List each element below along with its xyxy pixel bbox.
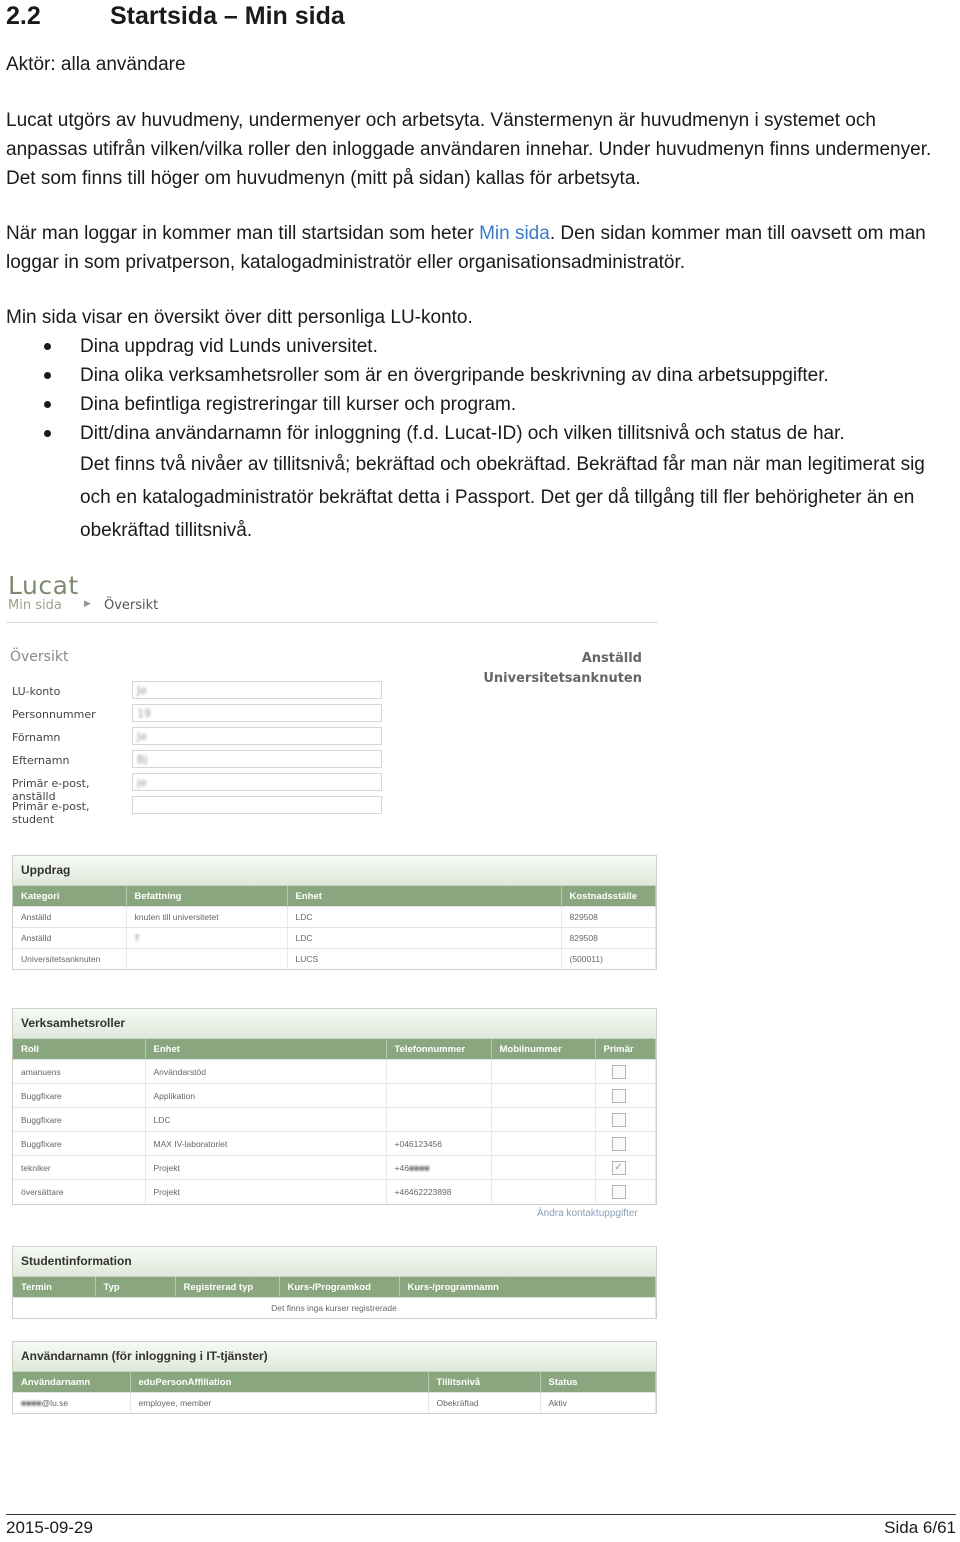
column-header: eduPersonAffiliation [130, 1372, 428, 1393]
student-table [13, 1277, 656, 1318]
bullet-dot [44, 401, 51, 408]
column-header: Tillitsnivå [428, 1372, 540, 1393]
bullet-list [6, 332, 956, 547]
min-sida-link[interactable]: Min sida [479, 223, 550, 244]
overview-section: Översikt Anställd Universitetsanknuten LU-konto Je Personnummer 19 Förnamn Je Efternamn Bj Primär e-post, anställd je Primär e-post, student [10, 649, 642, 826]
column-header: Kurs-/programnamn [399, 1277, 656, 1298]
column-header: Status [540, 1372, 656, 1393]
primary-checkbox[interactable] [612, 1185, 626, 1199]
actor-text: Aktör: alla användare [6, 54, 186, 75]
epost-student-field [132, 796, 382, 814]
verksamhetsroller-title: Verksamhetsroller [13, 1009, 656, 1039]
table-row: Buggfixare LDC [13, 1108, 656, 1132]
column-header: Primär [595, 1039, 656, 1060]
footer-page-number: Sida 6/61 [884, 1518, 956, 1537]
table-row: Anställd knuten till universitetet LDC 829508 [13, 907, 656, 928]
personnummer-field: 19 [132, 704, 382, 722]
table-row: ■■■■@lu.se employee, member Obekräftad Aktiv [13, 1393, 656, 1414]
footer-divider [6, 1514, 956, 1515]
section-title: Startsida – Min sida [110, 2, 345, 30]
lucat-logo: Lucat [8, 571, 79, 600]
anvandarnamn-table [13, 1372, 656, 1413]
andra-kontaktuppgifter-link[interactable]: Ändra kontaktuppgifter [537, 1208, 638, 1219]
epost-anstalld-field: je [132, 773, 382, 791]
column-header: Kategori [13, 886, 126, 907]
affiliation-status [483, 649, 642, 689]
anvandarnamn-title: Användarnamn (för inloggning i IT-tjänster) [13, 1342, 656, 1372]
login-text-before: När man loggar in kommer man till startsidan som heter [6, 223, 480, 244]
primary-checkbox-checked[interactable]: ✓ [612, 1161, 626, 1175]
page-footer [6, 1518, 956, 1542]
table-row: amanuens Användarstöd [13, 1060, 656, 1084]
table-row: översättare Projekt +46462223898 [13, 1180, 656, 1204]
column-header: Kostnadsställe [561, 886, 656, 907]
column-header: Registrerad typ [175, 1277, 279, 1298]
status-anstalld: Anställd [581, 651, 642, 666]
table-row: tekniker Projekt +46■■■■ ✓ [13, 1156, 656, 1180]
intro-paragraph: Lucat utgörs av huvudmeny, undermenyer och arbetsyta. Vänstermenyn är huvudmenyn i systemet och anpassas utifrån vilken/vilka roller den inloggade användaren innehar. Under huvudmenyn finns undermenyer. Det som finns till höger om huvudmenyn (mitt på sidan) kallas för arbetsyta. [6, 110, 932, 189]
section-heading [6, 2, 956, 32]
overview-title: Översikt [10, 649, 69, 665]
bullet-dot [44, 343, 51, 350]
primary-checkbox[interactable] [612, 1137, 626, 1151]
studentinformation-panel [12, 1246, 657, 1319]
lu-konto-field: Je [132, 681, 382, 699]
chevron-right-icon: ▶ [84, 599, 91, 609]
table-row: Buggfixare MAX IV-laboratoriet +046123456 [13, 1132, 656, 1156]
tillitsniva-explanation: Det finns två nivåer av tillitsnivå; bekräftad och obekräftad. Bekräftad får man när man legitimerat sig och en katalogadministratör bekräftat detta i Passport. Det ger då tillgång till fler behörigheter än en obekräftad tillitsnivå. [80, 454, 925, 541]
column-header: Användarnamn [13, 1372, 130, 1393]
anvandarnamn-panel [12, 1341, 657, 1414]
login-text-after: . Den sidan kommer man till oavsett om man loggar in som privatperson, katalogadministratör eller organisationsadministratör. [6, 223, 926, 273]
column-header: Mobilnummer [491, 1039, 595, 1060]
list-item: Dina befintliga registreringar till kurser och program. [6, 390, 956, 419]
breadcrumb-oversikt: Översikt [104, 598, 159, 613]
breadcrumb-min-sida[interactable]: Min sida [8, 598, 62, 613]
column-header: Enhet [145, 1039, 386, 1060]
column-header: Termin [13, 1277, 95, 1298]
column-header: Enhet [287, 886, 561, 907]
table-row: Anställd T LDC 829508 [13, 928, 656, 949]
bullet-dot [44, 372, 51, 379]
column-header: Telefonnummer [386, 1039, 491, 1060]
overview-intro: Min sida visar en översikt över ditt personliga LU-konto. [6, 307, 473, 328]
fornamn-field: Je [132, 727, 382, 745]
column-header: Kurs-/Programkod [279, 1277, 399, 1298]
column-header: Befattning [126, 886, 287, 907]
bullet-dot [44, 430, 51, 437]
breadcrumb [6, 598, 658, 623]
table-row [13, 1298, 656, 1319]
column-header: Roll [13, 1039, 145, 1060]
primary-checkbox[interactable] [612, 1113, 626, 1127]
list-item: Dina olika verksamhetsroller som är en övergripande beskrivning av dina arbetsuppgifter. [6, 361, 956, 390]
status-universitetsanknuten: Universitetsanknuten [483, 671, 642, 686]
table-row: Universitetsanknuten LUCS (500011) [13, 949, 656, 970]
primary-checkbox[interactable] [612, 1065, 626, 1079]
efternamn-field: Bj [132, 750, 382, 768]
uppdrag-panel [12, 855, 657, 970]
list-item: Ditt/dina användarnamn för inloggning (f.d. Lucat-ID) och vilken tillitsnivå och status de har. Det finns två nivåer av tillitsnivå; bekräftad och obekräftad. Bekräftad får man när man legitimerat sig och en katalogadministratör bekräftat detta i Passport. Det ger då tillgång till fler behörigheter än en obekräftad tillitsnivå. [6, 419, 956, 547]
empty-message: Det finns inga kurser registrerade [13, 1298, 656, 1319]
lucat-screenshot [6, 572, 658, 849]
section-number: 2.2 [6, 2, 41, 30]
uppdrag-title: Uppdrag [13, 856, 656, 886]
verksamhetsroller-panel [12, 1008, 657, 1205]
primary-checkbox[interactable] [612, 1089, 626, 1103]
uppdrag-table [13, 886, 656, 969]
column-header: Typ [95, 1277, 175, 1298]
roller-table [13, 1039, 656, 1204]
studentinformation-title: Studentinformation [13, 1247, 656, 1277]
list-item: Dina uppdrag vid Lunds universitet. [6, 332, 956, 361]
footer-date: 2015-09-29 [6, 1518, 93, 1537]
login-paragraph [6, 219, 956, 277]
table-row: Buggfixare Applikation [13, 1084, 656, 1108]
